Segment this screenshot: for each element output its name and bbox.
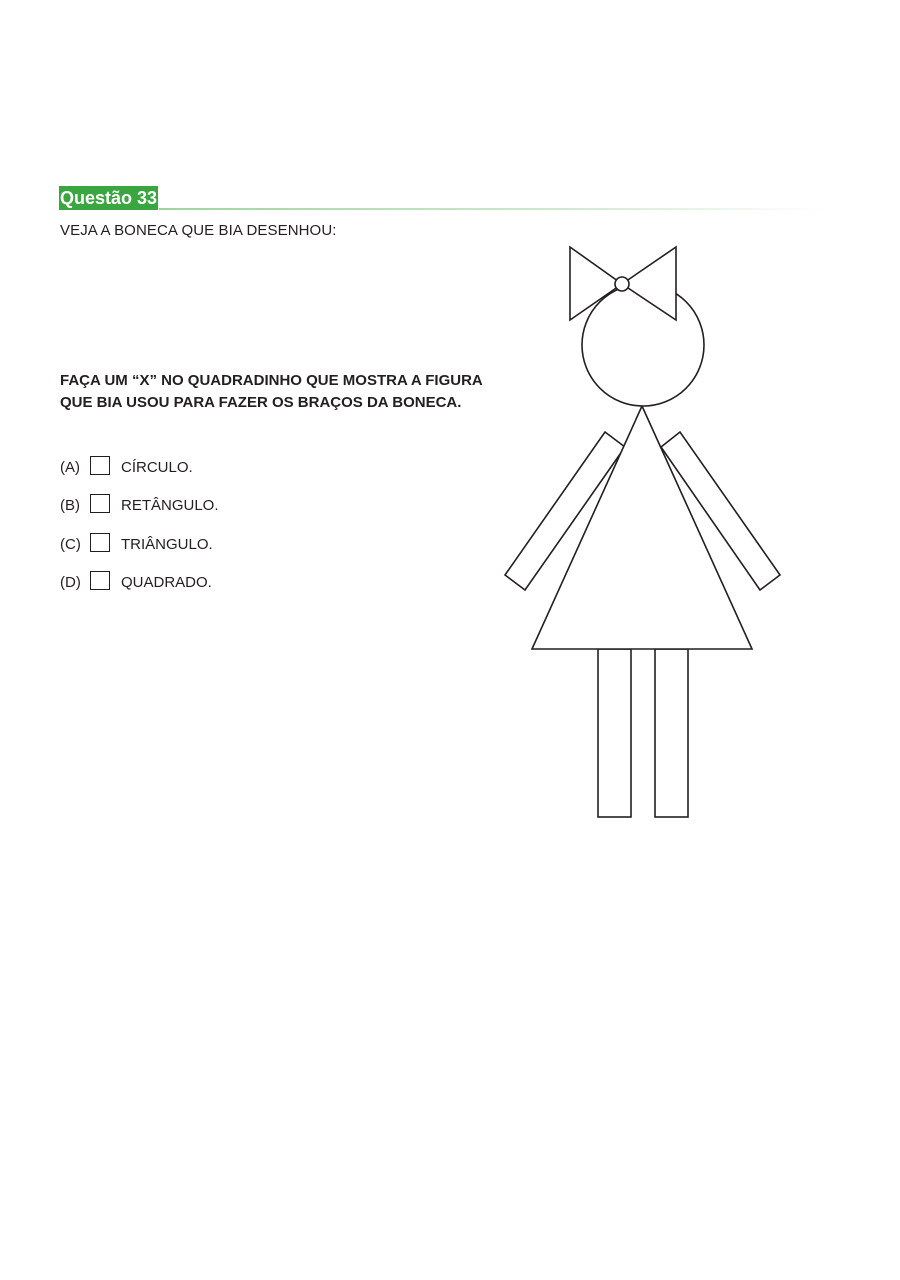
left-leg-rectangle (598, 649, 631, 817)
prompt-line-1: FAÇA UM “X” NO QUADRADINHO QUE MOSTRA A FIGURA (60, 372, 483, 389)
head-circle (582, 284, 704, 406)
option-letter: (B) (60, 497, 80, 514)
option-label: QUADRADO. (121, 574, 212, 591)
bow-knot-circle (615, 277, 629, 291)
option-c[interactable] (60, 533, 360, 557)
question-number: Questão 33 (60, 188, 158, 208)
prompt-line-2: QUE BIA USOU PARA FAZER OS BRAÇOS DA BONECA. (60, 394, 462, 411)
doll-drawing (495, 240, 795, 830)
option-b-checkbox[interactable] (90, 494, 110, 513)
option-letter: (A) (60, 459, 80, 476)
option-d-checkbox[interactable] (90, 571, 110, 590)
question-header (59, 186, 829, 210)
header-divider (159, 208, 829, 210)
option-letter: (D) (60, 574, 81, 591)
option-label: RETÂNGULO. (121, 497, 219, 514)
option-label: TRIÂNGULO. (121, 536, 213, 553)
option-letter: (C) (60, 536, 81, 553)
option-d[interactable] (60, 571, 360, 595)
option-a[interactable] (60, 456, 360, 480)
option-b[interactable] (60, 494, 360, 518)
option-label: CÍRCULO. (121, 459, 193, 476)
question-prompt (60, 370, 520, 414)
option-c-checkbox[interactable] (90, 533, 110, 552)
option-a-checkbox[interactable] (90, 456, 110, 475)
question-intro: VEJA A BONECA QUE BIA DESENHOU: (60, 222, 337, 239)
right-leg-rectangle (655, 649, 688, 817)
